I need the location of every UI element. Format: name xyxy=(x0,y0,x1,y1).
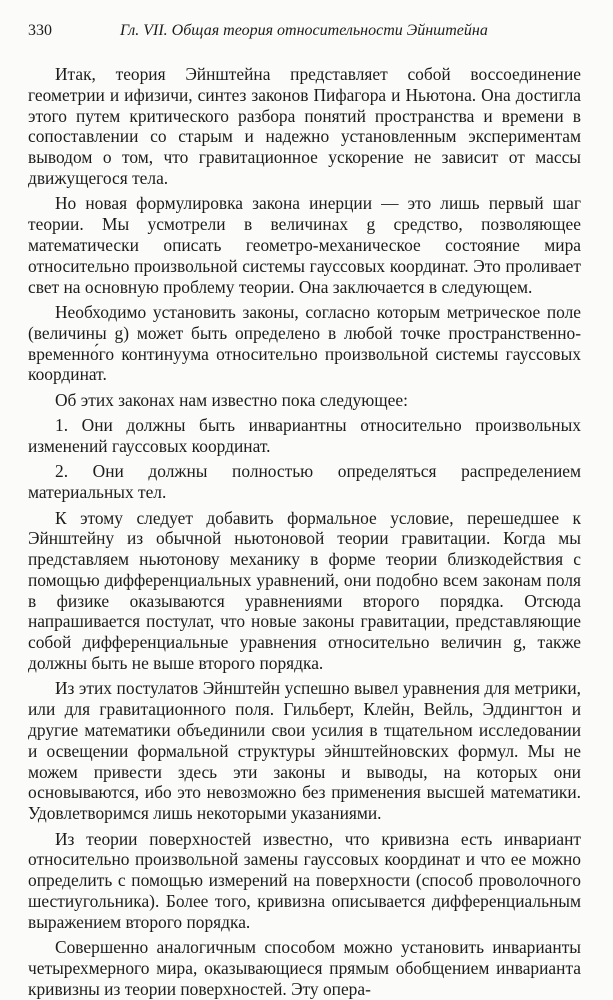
paragraph: Но новая формулировка закона инерции — это лишь первый шаг теории. Мы усмотрели в величинах g средство, позволяющее математически описать геометро-механическое состояние мира относительно произвольной системы гауссовых координат. Это проливает свет на основную проблему теории. Она заключается в следующем. xyxy=(28,193,581,297)
paragraph: Совершенно аналогичным способом можно установить инварианты четырехмерного мира, оказывающиеся прямым обобщением инварианта кривизны из теории поверхностей. Эту опера- xyxy=(28,937,581,999)
paragraph: Об этих законах нам известно пока следующее: xyxy=(55,389,408,410)
page-header xyxy=(28,22,595,48)
paragraph: Из этих постулатов Эйнштейн успешно вывел уравнения для метрики, или для гравитационного поля. Гильберт, Клейн, Вейль, Эддингтон и другие математики объединили свои усилия в тщательном исследовании и освещении формальной структуры эйнштейновских формул. Мы не можем привести здесь эти законы и выводы, на которых они основываются, ибо это невозможно без применения высшей математики. Удовлетворимся лишь некоторыми указаниями. xyxy=(28,678,581,824)
running-title: Гл. VII. Общая теория относительности Эйнштейна xyxy=(120,22,488,39)
paragraph: Из теории поверхностей известно, что кривизна есть инвариант относительно произвольной замены гауссовых координат и что ее можно определить с помощью измерений на поверхности (способ проволочного шестиугольника). Более того, кривизна описывается дифференциальным выражением второго порядка. xyxy=(28,828,581,932)
paragraph: Итак, теория Эйнштейна представляет собой воссоединение геометрии и ифизичи, синтез законов Пифагора и Ньютона. Она достигла этого путем критического разбора понятий пространства и времени в сопоставлении со старым и надежно установленным экспериментам выводом о том, что гравитационное ускорение не зависит от массы движущегося тела. xyxy=(28,64,581,188)
paragraph: Необходимо установить законы, согласно которым метрическое поле (величины g) может быть определено в любой точке пространственно-временно́го континуума относительно произвольной системы гауссовых координат. xyxy=(28,301,581,385)
page-number: 330 xyxy=(28,22,52,39)
paragraph: К этому следует добавить формальное условие, перешедшее к Эйнштейну из обычной ньютоновой теории гравитации. Когда мы представляем ньютонову механику в форме теории близкодействия с помощью дифференциальных уравнений, они подобно всем законам поля в физике оказываются уравнениями второго порядка. Отсюда напрашивается постулат, что новые законы гравитации, представляющие собой дифференциальные уравнения относительно величин g, также должны быть не выше второго порядка. xyxy=(28,507,581,674)
paragraph: 1. Они должны быть инвариантны относительно произвольных изменений гауссовых координат. xyxy=(28,415,581,456)
paragraph: 2. Они должны полностью определяться распределением материальных тел. xyxy=(28,461,581,503)
body-text xyxy=(28,64,581,1000)
